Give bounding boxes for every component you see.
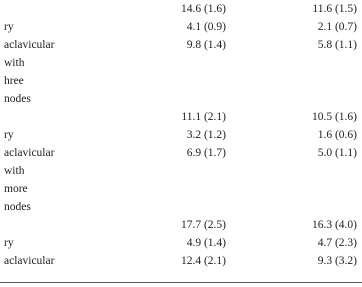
cell-col1: 12.4 (2.1) <box>180 255 226 267</box>
cell-col1: 4.9 (1.4) <box>186 237 226 249</box>
row-label: nodes <box>4 93 31 105</box>
cell-col1: 3.2 (1.2) <box>186 129 226 141</box>
row-label: ry <box>4 237 14 249</box>
cell-col2: 5.8 (1.1) <box>317 39 357 51</box>
table-row <box>0 147 362 165</box>
cell-col1: 6.9 (1.7) <box>186 147 226 159</box>
cell-col2: 16.3 (4.0) <box>311 219 357 231</box>
row-label: aclavicular <box>4 39 55 51</box>
table-row <box>0 93 362 111</box>
row-label: aclavicular <box>4 255 55 267</box>
cell-col2: 4.7 (2.3) <box>317 237 357 249</box>
cell-col1: 11.1 (2.1) <box>181 111 226 123</box>
cell-col2: 10.5 (1.6) <box>311 111 357 123</box>
row-label: more <box>4 183 28 195</box>
row-label: with <box>4 165 25 177</box>
cell-col2: 2.1 (0.7) <box>317 21 357 33</box>
row-label: with <box>4 57 25 69</box>
table-row <box>0 39 362 57</box>
table-row <box>0 21 362 39</box>
table-bottom-rule <box>0 282 362 283</box>
cell-col1: 14.6 (1.6) <box>180 3 226 15</box>
table-row <box>0 237 362 255</box>
cell-col2: 1.6 (0.6) <box>317 129 357 141</box>
row-label: ry <box>4 129 14 141</box>
table-row <box>0 255 362 273</box>
row-label: nodes <box>4 201 31 213</box>
table-row <box>0 75 362 93</box>
table-row <box>0 183 362 201</box>
cell-col1: 4.1 (0.9) <box>186 21 226 33</box>
table-row <box>0 57 362 75</box>
cell-col1: 9.8 (1.4) <box>186 39 226 51</box>
table-row <box>0 129 362 147</box>
cell-col2: 9.3 (3.2) <box>317 255 357 267</box>
table-row <box>0 111 362 129</box>
row-label: aclavicular <box>4 147 55 159</box>
table-row <box>0 219 362 237</box>
row-label: hree <box>4 75 24 87</box>
cell-col2: 5.0 (1.1) <box>317 147 357 159</box>
table-row <box>0 165 362 183</box>
cell-col2: 11.6 (1.5) <box>312 3 357 15</box>
row-label: ry <box>4 21 14 33</box>
cell-col1: 17.7 (2.5) <box>180 219 226 231</box>
table-row <box>0 3 362 21</box>
table-row <box>0 201 362 219</box>
